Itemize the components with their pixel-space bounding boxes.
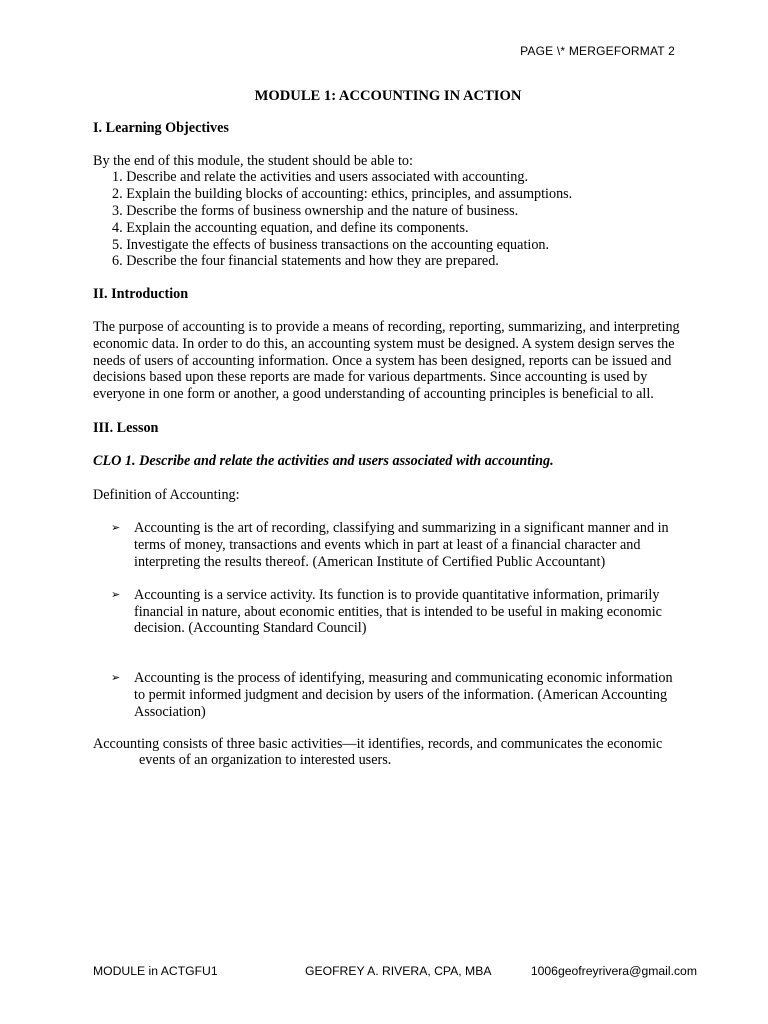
summary-paragraph: Accounting consists of three basic activities—it identifies, records, and communicates the economic events of an organization to interested users. [93, 735, 663, 769]
footer-email: 1006geofreyrivera@gmail.com [530, 964, 697, 978]
definitions-list [93, 520, 683, 720]
objective-item: 2. Explain the building blocks of accounting: ethics, principles, and assumptions. [112, 186, 573, 203]
introduction-paragraph: The purpose of accounting is to provide a means of recording, reporting, summarizing, and interpreting economic data. In order to do this, an accounting system must be designed. A system design serves the needs of users of accounting information. Once a system has been designed, reports can be issued and decisions based upon these reports are made for various departments. Since accounting is used by everyone in one form or another, a good understanding of accounting principles is beneficial to all. [93, 318, 680, 403]
footer-author: GEOFREY A. RIVERA, CPA, MBA [305, 964, 492, 978]
objectives-intro: By the end of this module, the student should be able to: [93, 152, 413, 169]
page-number-field: PAGE \* MERGEFORMAT 2 [520, 44, 675, 58]
document-body [93, 88, 683, 769]
objective-item: 3. Describe the forms of business ownership and the nature of business. [112, 202, 519, 219]
arrow-bullet-icon: ➢ [111, 671, 121, 685]
objective-item: 6. Describe the four financial statements and how they are prepared. [112, 253, 499, 270]
footer-module-code: MODULE in ACTGFU1 [93, 964, 218, 978]
objective-item: 4. Explain the accounting equation, and define its components. [112, 219, 469, 236]
definition-item [93, 587, 683, 637]
objectives-list [93, 169, 683, 270]
arrow-bullet-icon: ➢ [111, 521, 121, 535]
definition-label: Definition of Accounting: [93, 486, 240, 503]
definition-text: Accounting is the process of identifying, measuring and communicating economic information to permit informed judgment and decision by users of the information. (American Accounting Association) [134, 670, 673, 720]
learning-objectives-heading: I. Learning Objectives [93, 119, 229, 136]
objective-item: 5. Investigate the effects of business transactions on the accounting equation. [112, 236, 550, 253]
definition-item [93, 670, 683, 720]
definition-item [93, 520, 683, 570]
arrow-bullet-icon: ➢ [111, 587, 121, 601]
module-title: MODULE 1: ACCOUNTING IN ACTION [254, 88, 522, 104]
definition-text: Accounting is a service activity. Its function is to provide quantitative information, primarily financial in nature, about economic entities, that is intended to be useful in making economic decision. (Accounting Standard Council) [134, 586, 662, 637]
lesson-heading: III. Lesson [93, 419, 159, 436]
clo-statement: CLO 1. Describe and relate the activities and users associated with accounting. [93, 452, 554, 469]
definition-text: Accounting is the art of recording, classifying and summarizing in a significant manner and in terms of money, transactions and events which in part at least of a financial character and interpreting the results thereof. (American Institute of Certified Public Accountant) [134, 520, 669, 570]
introduction-heading: II. Introduction [93, 286, 189, 303]
objective-item: 1. Describe and relate the activities and users associated with accounting. [112, 169, 529, 186]
